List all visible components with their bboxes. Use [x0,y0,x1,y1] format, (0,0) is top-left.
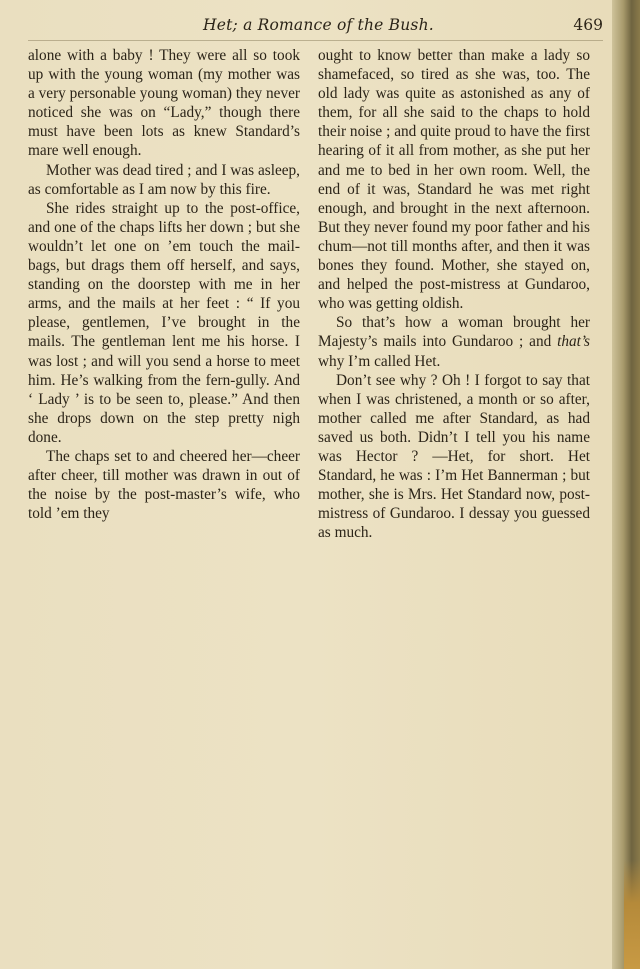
header-rule [28,40,603,41]
paragraph: ought to know better than make a lady so shamefaced, so tired as she was, too. The old lady was quite as astonished as any of them, for all she said to the chaps to hold their noise ; and quite proud to have the first hearing of it all from mother, as she put her and me to bed in her own room. Well, the end of it was, Standard he was met right enough, and brought in the next afternoon. But they never found my poor father and his chum—not till months after, and then it was bones they found. Mother, she stayed on, and helped the post-mistress at Gundaroo, who was getting oldish. [318,47,590,313]
running-head [28,14,603,40]
page-edge-stain [624,860,640,969]
paragraph: Don’t see why ? Oh ! I forgot to say that when I was christened, a month or so after, mother called me after Standard, as had saved us both. Didn’t I tell you his name was Hector ? —Het, for short. Het Standard, he was : I’m Het Bannerman ; but mother, she is Mrs. Het Standard now, post-mistress of Gundaroo. I dessay you guessed as much. [318,371,590,542]
italic-word: that’s [557,333,590,351]
book-edge-shadow [612,0,640,969]
paragraph-text-end: why I’m called Het. [318,352,441,370]
paragraph: She rides straight up to the post-office, and one of the chaps lifts her down ; but she wouldn’t let one on ’em touch the mail-bags, but drags them off herself, and says, standing on the doorstep with me in her arms, and the mails at her feet : “ If you please, gentlemen, I’ve brought in the mails. The gentleman lent me his horse. I was lost ; and will you send a horse to meet him. He’s walking from the fern-gully. And ‘ Lady ’ is to be seen to, please.” And then she drops down on the step pretty nigh done. [28,199,300,446]
paragraph [318,313,590,370]
running-head-title: Het; a Romance of the Bush. [203,16,434,34]
paragraph-text: So that’s how a woman brought her Majesty’s mails into Gundaroo ; and [318,314,590,351]
paragraph: The chaps set to and cheered her—cheer after cheer, till mother was drawn in out of the noise by the post-master’s wife, who told ’em they [28,447,300,523]
left-column [28,46,300,523]
paragraph: alone with a baby ! They were all so took up with the young woman (my mother was a very personable young woman) they never noticed she was on “Lady,” though there must have been lots as knew Standard’s mare well enough. [28,47,300,160]
page-number: 469 [573,16,603,34]
right-column [318,46,590,542]
paragraph: Mother was dead tired ; and I was asleep, as comfortable as I am now by this fire. [28,161,300,198]
